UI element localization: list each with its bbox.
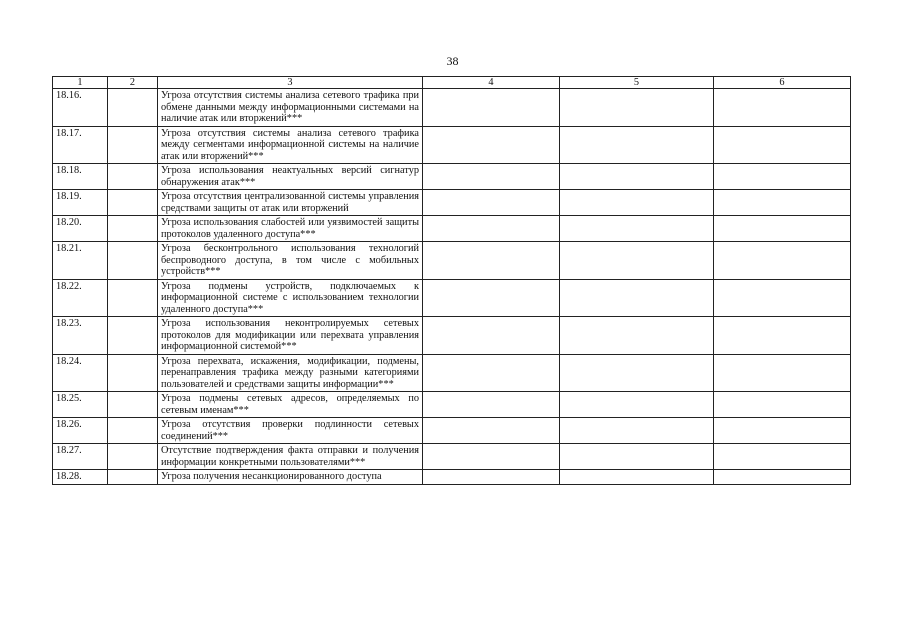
cell-col-2: [108, 89, 158, 127]
cell-col-4: [423, 470, 560, 485]
table-row: [53, 317, 851, 355]
cell-col-5: [560, 392, 714, 418]
column-header-2: 2: [108, 77, 158, 89]
cell-col-5: [560, 216, 714, 242]
row-number: 18.19.: [53, 190, 108, 216]
cell-col-2: [108, 392, 158, 418]
cell-col-4: [423, 354, 560, 392]
cell-col-2: [108, 354, 158, 392]
cell-col-4: [423, 242, 560, 280]
cell-col-2: [108, 164, 158, 190]
threat-description: Угроза перехвата, искажения, модификации, подмены, перенаправления трафика между разными категориями пользователей и средствами защиты информации***: [158, 354, 423, 392]
table-row: [53, 216, 851, 242]
threat-description: Угроза отсутствия централизованной системы управления средствами защиты от атак или вторжений: [158, 190, 423, 216]
table-row: [53, 392, 851, 418]
cell-col-5: [560, 418, 714, 444]
threat-description: Угроза использования слабостей или уязвимостей защиты протоколов удаленного доступа***: [158, 216, 423, 242]
row-number: 18.24.: [53, 354, 108, 392]
threat-description: Угроза подмены устройств, подключаемых к информационной системе с использованием технологии удаленного доступа***: [158, 279, 423, 317]
row-number: 18.20.: [53, 216, 108, 242]
cell-col-6: [714, 279, 851, 317]
cell-col-6: [714, 418, 851, 444]
threat-description: Угроза использования неконтролируемых сетевых протоколов для модификации или перехвата управления информационной системой***: [158, 317, 423, 355]
threats-table: [52, 76, 851, 485]
table-header-row: [53, 77, 851, 89]
cell-col-2: [108, 242, 158, 280]
cell-col-6: [714, 242, 851, 280]
table-row: [53, 164, 851, 190]
cell-col-4: [423, 126, 560, 164]
table-body: [53, 89, 851, 485]
row-number: 18.16.: [53, 89, 108, 127]
cell-col-4: [423, 418, 560, 444]
row-number: 18.27.: [53, 444, 108, 470]
cell-col-6: [714, 470, 851, 485]
cell-col-5: [560, 242, 714, 280]
cell-col-6: [714, 89, 851, 127]
threat-description: Угроза подмены сетевых адресов, определяемых по сетевым именам***: [158, 392, 423, 418]
table-row: [53, 444, 851, 470]
cell-col-6: [714, 354, 851, 392]
cell-col-2: [108, 190, 158, 216]
cell-col-5: [560, 89, 714, 127]
cell-col-2: [108, 317, 158, 355]
cell-col-4: [423, 392, 560, 418]
table-row: [53, 418, 851, 444]
cell-col-5: [560, 126, 714, 164]
column-header-1: 1: [53, 77, 108, 89]
row-number: 18.21.: [53, 242, 108, 280]
cell-col-2: [108, 418, 158, 444]
cell-col-4: [423, 190, 560, 216]
row-number: 18.26.: [53, 418, 108, 444]
cell-col-6: [714, 392, 851, 418]
cell-col-4: [423, 317, 560, 355]
threat-description: Угроза получения несанкционированного доступа: [158, 470, 423, 485]
threat-description: Угроза отсутствия системы анализа сетевого трафика при обмене данными между информационными системами на наличие атак или вторжений***: [158, 89, 423, 127]
cell-col-6: [714, 190, 851, 216]
cell-col-5: [560, 279, 714, 317]
row-number: 18.22.: [53, 279, 108, 317]
column-header-4: 4: [423, 77, 560, 89]
cell-col-5: [560, 444, 714, 470]
page-number: 38: [446, 54, 459, 68]
cell-col-6: [714, 444, 851, 470]
column-header-5: 5: [560, 77, 714, 89]
table-row: [53, 354, 851, 392]
cell-col-2: [108, 444, 158, 470]
cell-col-6: [714, 126, 851, 164]
row-number: 18.25.: [53, 392, 108, 418]
threat-description: Угроза отсутствия системы анализа сетевого трафика между сегментами информационной системы на наличие атак или вторжений***: [158, 126, 423, 164]
table-row: [53, 190, 851, 216]
table-row: [53, 279, 851, 317]
cell-col-4: [423, 89, 560, 127]
row-number: 18.17.: [53, 126, 108, 164]
cell-col-4: [423, 279, 560, 317]
row-number: 18.18.: [53, 164, 108, 190]
cell-col-5: [560, 164, 714, 190]
cell-col-5: [560, 317, 714, 355]
table-row: [53, 126, 851, 164]
threat-description: Угроза бесконтрольного использования технологий беспроводного доступа, в том числе с мобильных устройств***: [158, 242, 423, 280]
row-number: 18.23.: [53, 317, 108, 355]
table-row: [53, 470, 851, 485]
cell-col-6: [714, 317, 851, 355]
row-number: 18.28.: [53, 470, 108, 485]
column-header-6: 6: [714, 77, 851, 89]
table-row: [53, 242, 851, 280]
cell-col-6: [714, 164, 851, 190]
threat-description: Угроза отсутствия проверки подлинности сетевых соединений***: [158, 418, 423, 444]
cell-col-2: [108, 216, 158, 242]
cell-col-2: [108, 126, 158, 164]
cell-col-5: [560, 190, 714, 216]
cell-col-4: [423, 164, 560, 190]
table-row: [53, 89, 851, 127]
cell-col-6: [714, 216, 851, 242]
threat-description: Отсутствие подтверждения факта отправки и получения информации конкретными пользователями***: [158, 444, 423, 470]
cell-col-5: [560, 470, 714, 485]
cell-col-4: [423, 444, 560, 470]
cell-col-5: [560, 354, 714, 392]
column-header-3: 3: [158, 77, 423, 89]
cell-col-4: [423, 216, 560, 242]
cell-col-2: [108, 279, 158, 317]
cell-col-2: [108, 470, 158, 485]
threat-description: Угроза использования неактуальных версий сигнатур обнаружения атак***: [158, 164, 423, 190]
